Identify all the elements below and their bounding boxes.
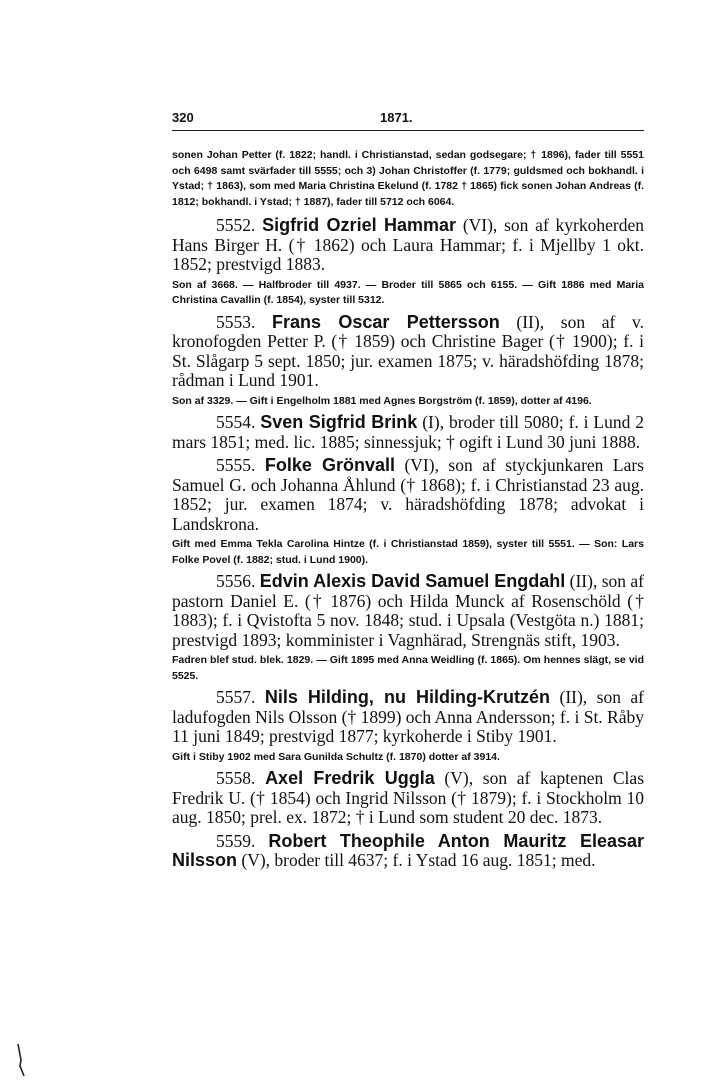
entry-0 (172, 216, 644, 275)
entry-name: Nils Hilding, nu Hilding-Krutzén (264, 687, 551, 707)
entry-text: (II), son af pastorn Daniel E. († 1876) och Hilda Munck af Rosenschöld († 1883); f. i Qvistofta 5 nov. 1848; stud. i Upsala (Vestgöta n.) 1881; prestvigd 1893; komminister i Vagnhärad, Strengnäs stift, 1903. (172, 571, 645, 650)
entry-note: Son af 3329. — Gift i Engelholm 1881 med Agnes Borgström (f. 1859), dotter af 4196. (172, 394, 592, 407)
margin-mark (16, 1040, 26, 1080)
header-rule (172, 130, 644, 131)
entry-name: Edvin Alexis David Samuel Engdahl (259, 571, 566, 591)
entry-name: Robert Theophile Anton Mauritz Eleasar Nilsson (172, 830, 644, 870)
entry-text: (II), son af ladufogden Nils Olsson († 1899) och Anna Andersson; f. i St. Råby 11 juni 1849; prestvigd 1877; kyrkoherde i Stiby 1901. (172, 687, 644, 746)
entry-number: 5558. (216, 768, 256, 788)
page-header (172, 110, 644, 130)
entry-list (172, 216, 644, 871)
entry-3 (172, 456, 644, 534)
entry-note: Gift i Stiby 1902 med Sara Gunilda Schultz (f. 1870) dotter af 3914. (172, 750, 500, 763)
entry-number: 5557. (216, 687, 256, 707)
entry-text: (V), broder till 4637; f. i Ystad 16 aug. 1851; med. (237, 850, 596, 870)
entry-5 (172, 688, 644, 747)
entry-note: Son af 3668. — Halfbroder till 4937. — Broder till 5865 och 6155. — Gift 1886 med Maria Christina Cavallin (f. 1854), syster till 5312. (172, 278, 644, 306)
entry-text: (II), son af v. kronofogden Petter P. († 1859) och Christine Bager († 1900); f. i St. Slågarp 5 sept. 1850; jur. examen 1875; v. häradshöfding 1878; rådman i Lund 1901. (172, 311, 644, 390)
entry-text: (V), son af kaptenen Clas Fredrik U. († 1854) och Ingrid Nilsson († 1879); f. i Stockholm 10 aug. 1850; prel. ex. 1872; † i Lund som student 20 dec. 1873. (172, 768, 645, 827)
entry-2 (172, 413, 644, 452)
intro-note: sonen Johan Petter (f. 1822; handl. i Christianstad, sedan godsegare; † 1896), fader till 5551 och 6498 samt svärfader till 5555; och 3) Johan Christoffer (f. 1779; guldsmed och bokhandl. i Ystad; † 1863), som med Maria Christina Ekelund (f. 1782 † 1865) fick sonen Johan Andreas (f. 1812; bokhandl. i Ystad; † 1887), fader till 5712 och 6064. (172, 149, 644, 208)
entry-note: Gift med Emma Tekla Carolina Hintze (f. i Christianstad 1859), syster till 5551. — Son: Lars Folke Povel (f. 1882; stud. i Lund 1900). (172, 538, 644, 566)
entry-number: 5556. (216, 571, 256, 591)
entry-6 (172, 769, 644, 828)
entry-number: 5554. (216, 412, 256, 432)
entry-text: (VI), son af kyrkoherden Hans Birger H. († 1862) och Laura Hammar; f. i Mjellby 1 okt. 1852; prestvigd 1883. (172, 215, 644, 274)
entry-name: Folke Grönvall (264, 455, 395, 475)
entry-number: 5552. (216, 215, 256, 235)
entry-number: 5559. (216, 830, 256, 851)
entry-note: Fadren blef stud. blek. 1829. — Gift 1895 med Anna Weidling (f. 1865). Om hennes slägt, se vid 5525. (172, 654, 644, 682)
entry-text: (VI), son af styckjunkaren Lars Samuel G. och Johanna Åhlund († 1868); f. i Christianstad 23 aug. 1852; jur. examen 1874; v. häradshöfding 1878; advokat i Landskrona. (172, 455, 644, 534)
entry-7 (172, 832, 644, 871)
page-content (172, 148, 644, 874)
entry-number: 5555. (216, 455, 256, 475)
header-year: 1871. (380, 110, 413, 125)
entry-name: Frans Oscar Pettersson (272, 311, 500, 332)
entry-text: (I), broder till 5080; f. i Lund 2 mars 1851; med. lic. 1885; sinnessjuk; † ogift i Lund 30 juni 1888. (172, 412, 644, 452)
entry-4 (172, 572, 644, 650)
entry-number: 5553. (216, 311, 256, 332)
entry-name: Sven Sigfrid Brink (260, 412, 418, 432)
page-number: 320 (172, 110, 194, 125)
entry-name: Axel Fredrik Uggla (265, 768, 435, 788)
entry-1 (172, 313, 644, 391)
entry-name: Sigfrid Ozriel Hammar (262, 215, 457, 235)
